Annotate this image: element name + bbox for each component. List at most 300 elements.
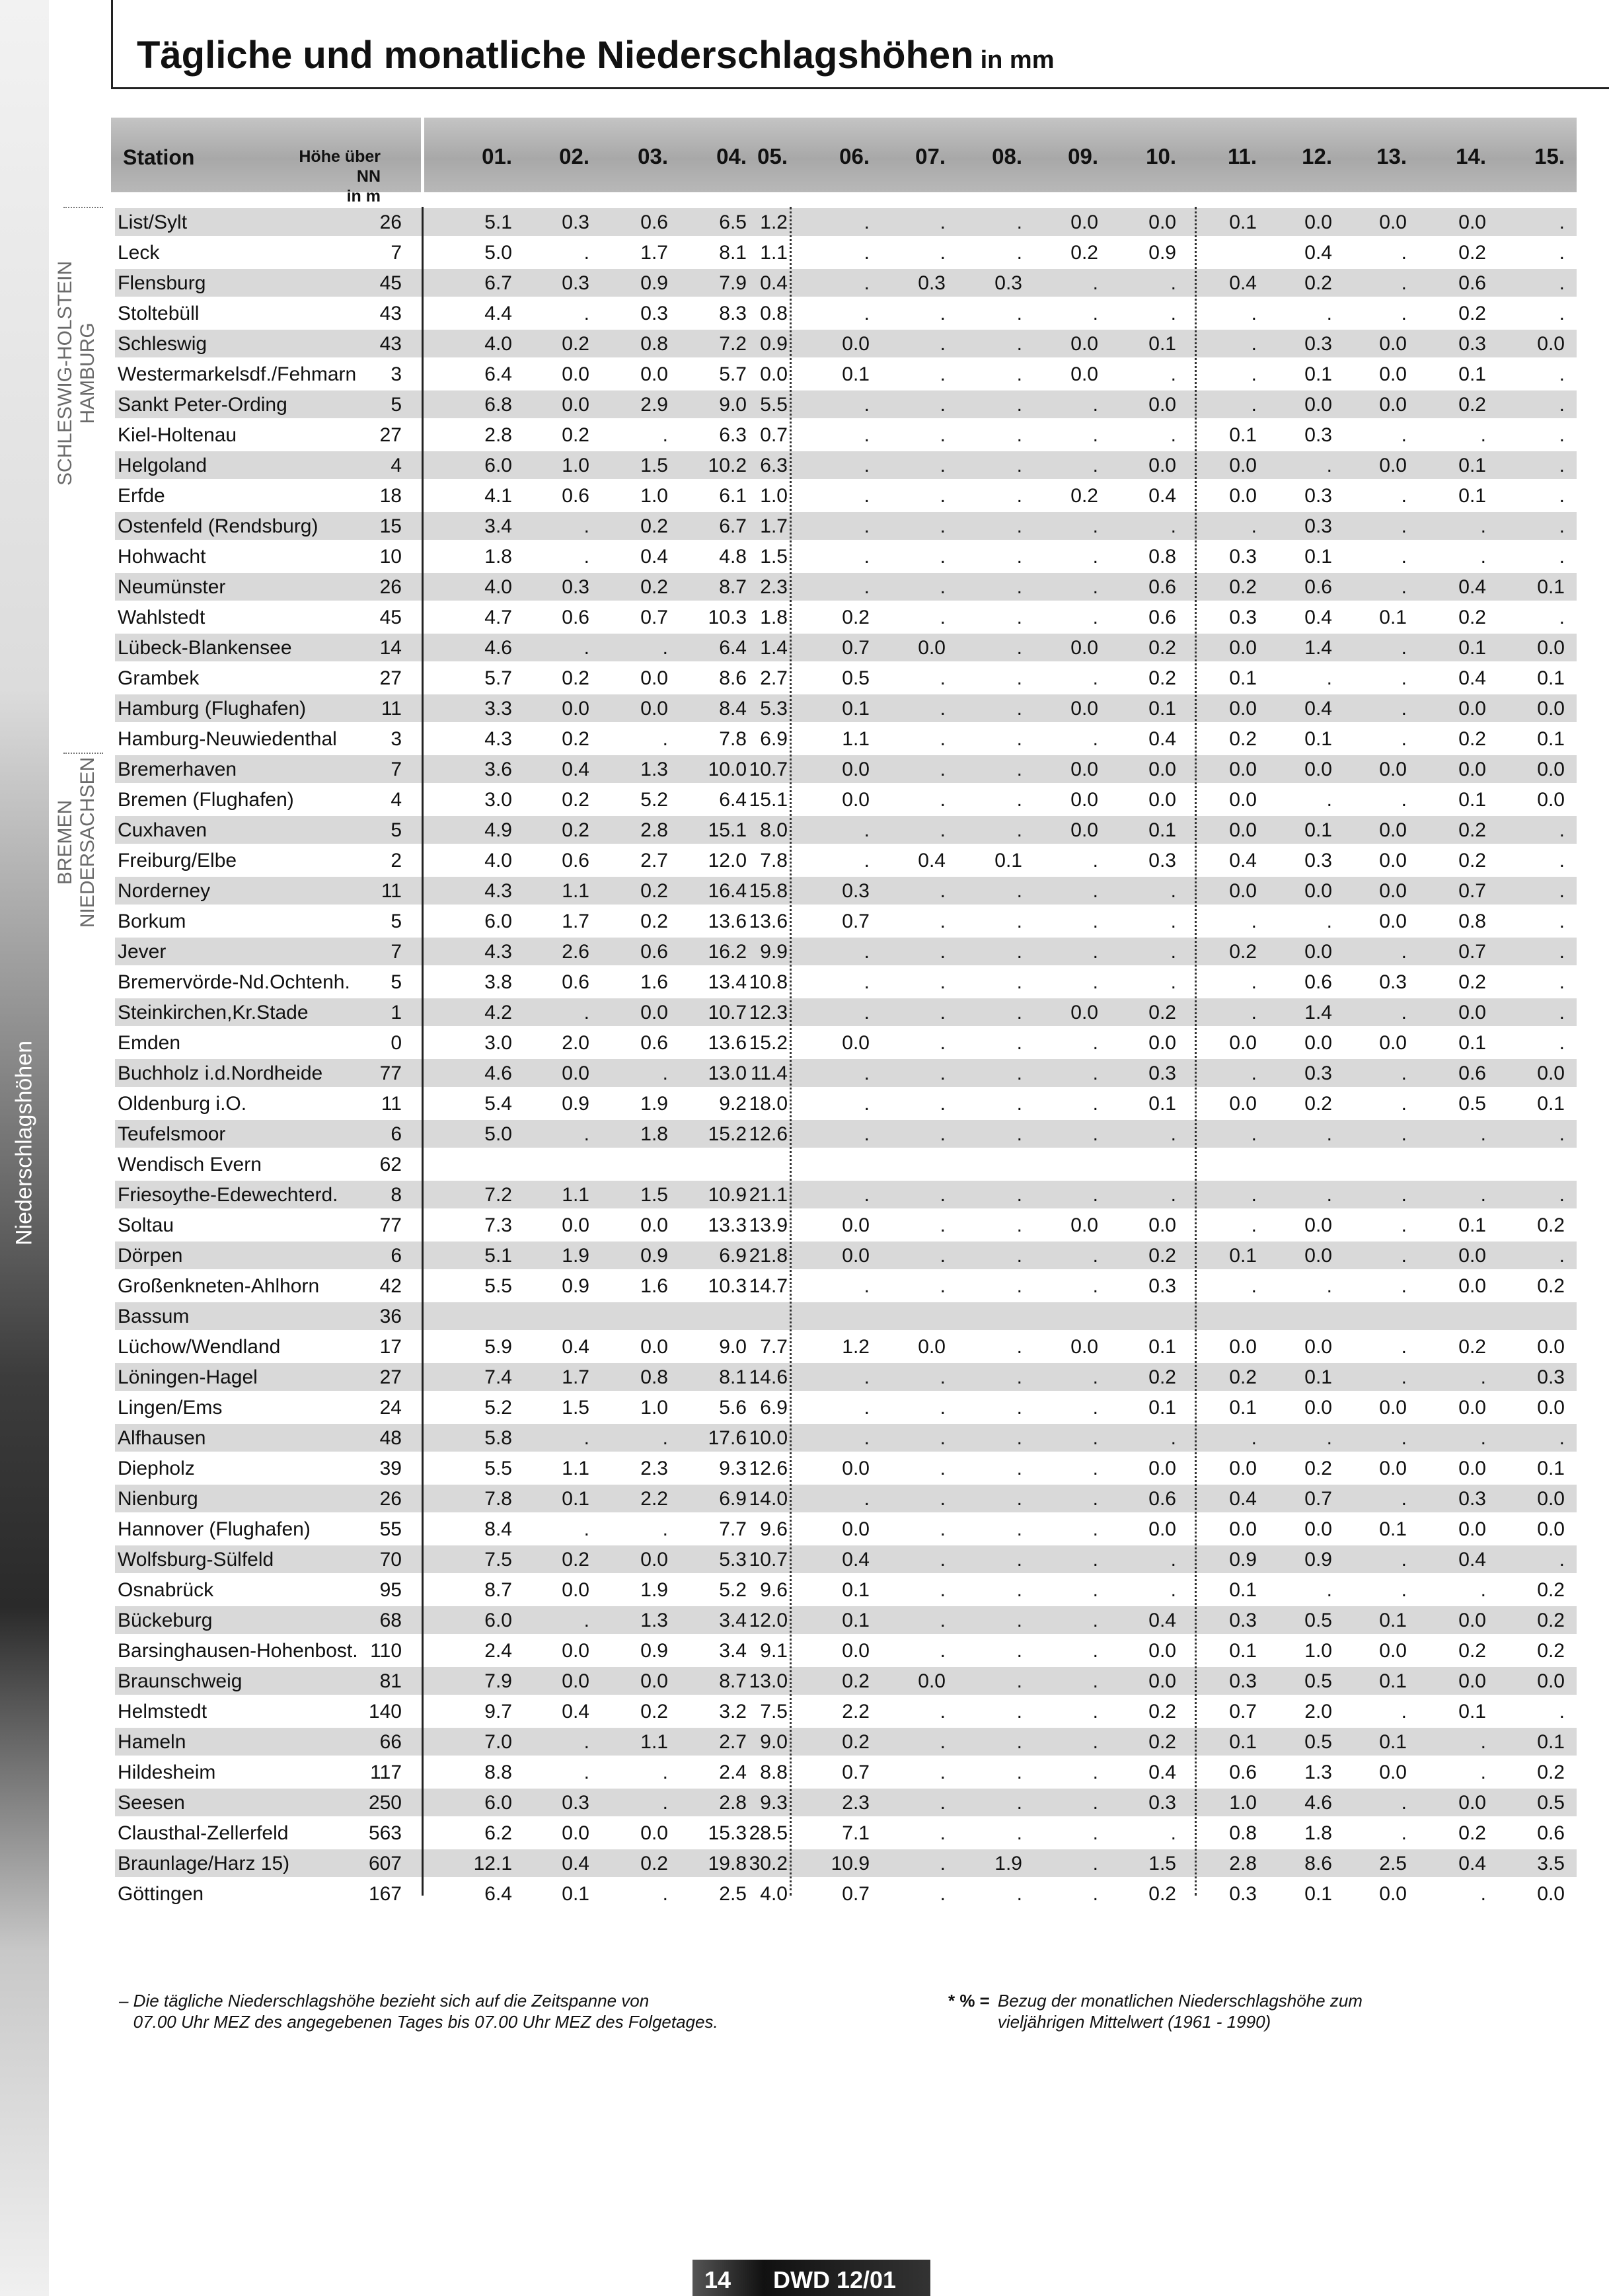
daily-value-cell: 0.1 [1379,607,1407,628]
daily-value-cell: 0.0 [1229,759,1257,780]
daily-value-cell: 0.9 [562,1093,589,1115]
daily-value-cell: 0.0 [1304,1518,1332,1540]
daily-value-cell: 10.8 [749,971,788,993]
daily-value-cell: . [1251,1002,1257,1023]
daily-value-cell: 0.6 [562,607,589,628]
station-height: 45 [379,272,402,294]
daily-value-cell: 0.1 [1458,363,1486,385]
daily-value-cell: 5.3 [719,1549,747,1571]
daily-value-cell: . [1326,1427,1332,1449]
table-row [111,1787,1577,1818]
daily-value-cell: 12.6 [749,1458,788,1479]
daily-value-cell: 0.2 [562,819,589,841]
daily-value-cell: 0.3 [1229,1883,1257,1905]
daily-value-cell: 9.7 [484,1701,512,1722]
footnote-daily: – Die tägliche Niederschlagshöhe bezieht sich auf die Zeitspanne von 07.00 Uhr MEZ des angegebenen Tages bis 07.00 Uhr MEZ des Folgetages. [119,1991,718,2032]
daily-value-cell: 0.2 [1070,242,1098,264]
daily-value-cell: 0.2 [1304,272,1332,294]
daily-value-cell: 9.2 [719,1093,747,1115]
daily-value-cell: 9.6 [760,1518,788,1540]
daily-value-cell: . [1092,1245,1098,1267]
daily-value-cell: 4.7 [484,607,512,628]
daily-value-cell: 0.5 [1304,1731,1332,1753]
daily-value-cell: 4.8 [719,546,747,568]
daily-value-cell: 0.1 [1229,1640,1257,1662]
daily-value-cell: 0.0 [842,1245,870,1267]
daily-value-cell: . [1092,1883,1098,1905]
daily-value-cell: 0.2 [640,1853,668,1874]
daily-value-cell: 0.2 [1537,1214,1565,1236]
daily-value-cell: . [1092,394,1098,416]
daily-value-cell: 6.4 [719,789,747,811]
daily-value-cell: 0.9 [640,1640,668,1662]
daily-value-cell: 0.1 [1458,1701,1486,1722]
daily-value-cell: 0.4 [760,272,788,294]
daily-value-cell: . [1016,333,1022,355]
daily-value-cell: 2.3 [760,576,788,598]
daily-value-cell: . [1170,1579,1176,1601]
daily-value-cell: 0.2 [842,1731,870,1753]
daily-value-cell: 0.3 [1304,333,1332,355]
daily-value-cell: 0.2 [1458,303,1486,324]
daily-value-cell: 8.7 [719,576,747,598]
daily-value-cell: . [1016,1822,1022,1844]
table-row [111,997,1577,1027]
daily-value-cell: . [1016,819,1022,841]
daily-value-cell: 0.7 [1304,1488,1332,1510]
daily-value-cell: . [1559,1245,1565,1267]
daily-value-cell: . [1016,455,1022,476]
daily-value-cell: 0.0 [1379,455,1407,476]
daily-value-cell: . [940,1093,946,1115]
daily-value-cell: 13.6 [708,1032,747,1054]
daily-value-cell: 0.0 [1229,1336,1257,1358]
daily-value-cell: 5.7 [484,667,512,689]
daily-value-cell: 4.3 [484,728,512,750]
daily-value-cell: . [1016,211,1022,233]
table-row [111,1483,1577,1514]
daily-value-cell: 0.0 [1070,211,1098,233]
daily-value-cell: . [940,455,946,476]
daily-value-cell: . [940,789,946,811]
daily-value-cell: 0.0 [918,637,946,659]
daily-value-cell: 6.4 [719,637,747,659]
daily-value-cell: . [1016,394,1022,416]
daily-value-cell: . [1559,211,1565,233]
daily-value-cell: 9.6 [760,1579,788,1601]
daily-value-cell: 2.3 [842,1792,870,1814]
daily-value-cell: . [1401,485,1407,507]
daily-value-cell: . [1401,515,1407,537]
station-name: Oldenburg i.O. [118,1093,247,1115]
daily-value-cell: 1.7 [562,1366,589,1388]
column-separator [422,207,424,1896]
table-row [111,723,1577,754]
daily-value-cell: . [1016,1366,1022,1388]
daily-value-cell: 0.2 [1148,667,1176,689]
station-name: Teufelsmoor [118,1123,226,1145]
daily-value-cell: . [1016,1579,1022,1601]
daily-value-cell: 4.3 [484,941,512,963]
daily-value-cell: 0.2 [1458,819,1486,841]
daily-value-cell: 0.6 [1458,1062,1486,1084]
daily-value-cell: 2.0 [562,1032,589,1054]
daily-value-cell: . [1559,394,1565,416]
daily-value-cell: 0.0 [1304,1397,1332,1419]
daily-value-cell: 7.8 [760,850,788,871]
daily-value-cell: 7.8 [484,1488,512,1510]
daily-value-cell: . [1251,971,1257,993]
daily-value-cell: 0.0 [1458,759,1486,780]
daily-value-cell: . [1559,819,1565,841]
daily-value-cell: 4.6 [484,1062,512,1084]
daily-value-cell: 0.3 [1148,1275,1176,1297]
daily-value-cell: . [1401,1366,1407,1388]
daily-value-cell: . [864,394,870,416]
daily-value-cell: 14.6 [749,1366,788,1388]
daily-value-cell: 0.0 [1458,1397,1486,1419]
daily-value-cell: . [864,1397,870,1419]
station-name: Kiel-Holtenau [118,424,237,446]
daily-value-cell: . [583,1123,589,1145]
height-header-text: Höhe über NN in m [299,147,381,205]
station-height: 81 [379,1670,402,1692]
daily-value-cell: . [1092,1062,1098,1084]
daily-value-cell: 0.0 [1070,1336,1098,1358]
station-name: Emden [118,1032,181,1054]
daily-value-cell: . [940,1275,946,1297]
daily-value-cell: 1.1 [842,728,870,750]
daily-value-cell: . [1326,1275,1332,1297]
daily-value-cell: 0.4 [1458,576,1486,598]
daily-value-cell: 10.2 [708,455,747,476]
daily-value-cell: . [1092,1579,1098,1601]
daily-value-cell: . [1092,455,1098,476]
daily-value-cell: 0.2 [1148,1731,1176,1753]
daily-value-cell: . [583,1761,589,1783]
daily-value-cell: . [940,576,946,598]
daily-value-cell: . [1170,1822,1176,1844]
daily-value-cell: 3.0 [484,1032,512,1054]
daily-value-cell: . [940,1458,946,1479]
daily-value-cell: 0.0 [1379,850,1407,871]
daily-value-cell: 2.0 [1304,1701,1332,1722]
table-row [111,1271,1577,1301]
daily-value-cell: 2.8 [484,424,512,446]
daily-value-cell: . [1480,1731,1486,1753]
daily-value-cell: 0.0 [1379,880,1407,902]
daily-value-cell: . [1016,1427,1022,1449]
station-height: 55 [379,1518,402,1540]
station-height: 24 [379,1397,402,1419]
daily-value-cell: 1.4 [1304,637,1332,659]
daily-value-cell: 0.2 [1148,1245,1176,1267]
daily-value-cell: . [1559,1427,1565,1449]
daily-value-cell: 10.7 [749,759,788,780]
daily-value-cell: . [662,1062,668,1084]
daily-value-cell: . [1092,728,1098,750]
daily-value-cell: . [1016,698,1022,720]
daily-value-cell: 1.8 [760,607,788,628]
daily-value-cell: 6.9 [719,1245,747,1267]
daily-value-cell: . [1401,1123,1407,1145]
daily-value-cell: . [1401,667,1407,689]
daily-value-cell: . [1559,515,1565,537]
daily-value-cell: 0.0 [1379,1397,1407,1419]
daily-value-cell: 1.0 [640,1397,668,1419]
daily-value-cell: 1.9 [562,1245,589,1267]
daily-value-cell: . [1016,1123,1022,1145]
table-row [111,1878,1577,1909]
daily-value-cell: . [1092,576,1098,598]
daily-value-cell: . [1092,1093,1098,1115]
station-height: 45 [379,607,402,628]
station-height: 27 [379,667,402,689]
daily-value-cell: 4.2 [484,1002,512,1023]
daily-value-cell: 0.0 [1379,394,1407,416]
table-row [111,541,1577,572]
daily-value-cell: . [1016,667,1022,689]
daily-value-cell: . [1401,272,1407,294]
daily-value-cell: . [1092,1610,1098,1631]
daily-value-cell: 2.2 [640,1488,668,1510]
daily-value-cell: 0.2 [1148,1366,1176,1388]
daily-value-cell: 0.0 [1229,1458,1257,1479]
daily-value-cell: 0.7 [842,1883,870,1905]
daily-value-cell: . [1401,1701,1407,1722]
daily-value-cell: 3.8 [484,971,512,993]
daily-value-cell: 0.3 [1148,1792,1176,1814]
daily-value-cell: 0.0 [842,789,870,811]
station-height: 6 [391,1245,402,1267]
daily-value-cell: 1.1 [562,880,589,902]
daily-value-cell: 0.2 [1148,1002,1176,1023]
daily-value-cell: 0.0 [1070,1002,1098,1023]
table-row [111,207,1577,237]
daily-value-cell: 7.5 [484,1549,512,1571]
daily-value-cell: 15.2 [749,1032,788,1054]
station-height: 5 [391,971,402,993]
daily-value-cell: 0.2 [1148,1701,1176,1722]
daily-value-cell: . [1251,363,1257,385]
station-height: 15 [379,515,402,537]
daily-value-cell: . [940,1366,946,1388]
daily-value-cell: . [1016,1488,1022,1510]
daily-value-cell: 0.3 [1458,333,1486,355]
table-row [111,237,1577,268]
daily-value-cell: . [940,1032,946,1054]
daily-value-cell: 0.6 [1148,576,1176,598]
daily-value-cell: 0.4 [1148,485,1176,507]
daily-value-cell: 0.2 [1458,1336,1486,1358]
column-header-day: 09. [1068,144,1098,168]
daily-value-cell: . [1251,303,1257,324]
daily-value-cell: . [1016,1883,1022,1905]
daily-value-cell: 0.0 [1229,1032,1257,1054]
daily-value-cell: . [662,1427,668,1449]
daily-value-cell: 0.4 [562,1701,589,1722]
daily-value-cell: . [864,242,870,264]
daily-value-cell: 0.4 [1458,1549,1486,1571]
daily-value-cell: 0.4 [1304,698,1332,720]
daily-value-cell: . [583,303,589,324]
station-height: 3 [391,728,402,750]
daily-value-cell: . [1326,1579,1332,1601]
daily-value-cell: 0.2 [640,910,668,932]
station-height: 5 [391,910,402,932]
daily-value-cell: 10.7 [749,1549,788,1571]
station-name: Osnabrück [118,1579,214,1601]
daily-value-cell: 10.9 [708,1184,747,1206]
daily-value-cell: 6.3 [719,424,747,446]
table-row [111,1240,1577,1271]
table-row [111,298,1577,328]
daily-value-cell: 0.1 [1379,1518,1407,1540]
daily-value-cell: 0.4 [562,1336,589,1358]
daily-value-cell: 0.2 [1070,485,1098,507]
table-row [111,784,1577,815]
daily-value-cell: 10.0 [749,1427,788,1449]
daily-value-cell: . [940,1701,946,1722]
station-name: Cuxhaven [118,819,207,841]
daily-value-cell: . [583,1427,589,1449]
column-header-day: 03. [638,144,668,168]
daily-value-cell: . [864,819,870,841]
daily-value-cell: 8.0 [760,819,788,841]
daily-value-cell: 0.5 [1537,1792,1565,1814]
daily-value-cell: . [940,546,946,568]
daily-value-cell: 5.1 [484,211,512,233]
daily-value-cell: 4.6 [1304,1792,1332,1814]
station-height: 5 [391,394,402,416]
daily-value-cell: 0.3 [842,880,870,902]
station-height: 167 [368,1883,402,1905]
daily-value-cell: . [662,1883,668,1905]
daily-value-cell: . [662,637,668,659]
daily-value-cell: 4.6 [484,637,512,659]
daily-value-cell: 6.1 [719,485,747,507]
daily-value-cell: 0.7 [842,637,870,659]
daily-value-cell: 1.8 [1304,1822,1332,1844]
footnote-symbol: * % = [948,1991,990,2011]
daily-value-cell: 0.0 [1304,880,1332,902]
daily-value-cell: . [1092,1427,1098,1449]
daily-value-cell: . [1480,1123,1486,1145]
daily-value-cell: 1.0 [1229,1792,1257,1814]
daily-value-cell: 0.2 [1458,1822,1486,1844]
daily-value-cell: 0.0 [1070,819,1098,841]
station-height: 48 [379,1427,402,1449]
station-name: Hamburg-Neuwiedenthal [118,728,337,750]
daily-value-cell: . [1401,1062,1407,1084]
daily-value-cell: 0.0 [842,333,870,355]
daily-value-cell: 1.0 [1304,1640,1332,1662]
station-name: Hildesheim [118,1761,216,1783]
station-height: 68 [379,1610,402,1631]
station-name: Löningen-Hagel [118,1366,258,1388]
daily-value-cell: 0.3 [1537,1366,1565,1388]
daily-value-cell: 0.2 [640,576,668,598]
daily-value-cell: . [1016,1397,1022,1419]
daily-value-cell: 0.0 [1537,759,1565,780]
daily-value-cell: 16.2 [708,941,747,963]
daily-value-cell: . [1170,910,1176,932]
daily-value-cell: 0.3 [562,272,589,294]
daily-value-cell: 4.9 [484,819,512,841]
daily-value-cell: 0.0 [1304,1336,1332,1358]
daily-value-cell: . [1016,1610,1022,1631]
daily-value-cell: 1.4 [760,637,788,659]
page-number: 14 [704,2266,731,2293]
daily-value-cell: 0.7 [842,910,870,932]
daily-value-cell: . [1401,941,1407,963]
daily-value-cell: . [940,880,946,902]
daily-value-cell: . [940,1853,946,1874]
daily-value-cell: 2.6 [562,941,589,963]
daily-value-cell: . [1559,1123,1565,1145]
column-header-height [288,147,381,206]
daily-value-cell: 1.5 [562,1397,589,1419]
daily-value-cell: 0.1 [1458,1214,1486,1236]
table-row [111,1301,1577,1331]
table-row [111,632,1577,663]
daily-value-cell: 0.0 [1148,1032,1176,1054]
daily-value-cell: . [662,1792,668,1814]
daily-value-cell: 5.0 [484,242,512,264]
daily-value-cell: 6.0 [484,455,512,476]
daily-value-cell: 0.0 [1148,1518,1176,1540]
header-separator [421,118,424,192]
daily-value-cell: 0.4 [1304,242,1332,264]
daily-value-cell: . [1092,1032,1098,1054]
daily-value-cell: 1.7 [562,910,589,932]
daily-value-cell: 0.0 [562,1640,589,1662]
station-height: 2 [391,850,402,871]
daily-value-cell: 3.3 [484,698,512,720]
daily-value-cell: 0.2 [1537,1640,1565,1662]
daily-value-cell: 0.0 [1148,455,1176,476]
daily-value-cell: . [1401,576,1407,598]
daily-value-cell: 1.8 [484,546,512,568]
daily-value-cell: 3.0 [484,789,512,811]
daily-value-cell: 7.8 [719,728,747,750]
daily-value-cell: 0.1 [562,1488,589,1510]
daily-value-cell: 0.5 [1304,1610,1332,1631]
daily-value-cell: 10.7 [708,1002,747,1023]
daily-value-cell: . [1170,515,1176,537]
daily-value-cell: . [1401,1245,1407,1267]
daily-value-cell: 2.8 [719,1792,747,1814]
daily-value-cell: 0.0 [918,1336,946,1358]
daily-value-cell: 8.6 [719,667,747,689]
daily-value-cell: . [864,1002,870,1023]
daily-value-cell: . [1016,1701,1022,1722]
daily-value-cell: 9.0 [760,1731,788,1753]
daily-value-cell: 0.0 [1304,941,1332,963]
daily-value-cell: 15.1 [708,819,747,841]
daily-value-cell: 0.4 [1458,1853,1486,1874]
daily-value-cell: . [864,850,870,871]
table-header [111,118,1577,205]
column-header-day: 01. [482,144,512,168]
daily-value-cell: . [1092,1670,1098,1692]
daily-value-cell: 1.3 [640,759,668,780]
daily-value-cell: . [1092,1123,1098,1145]
table-row [111,420,1577,450]
daily-value-cell: . [864,1427,870,1449]
column-header-day: 05. [757,144,788,168]
daily-value-cell: . [1480,1184,1486,1206]
